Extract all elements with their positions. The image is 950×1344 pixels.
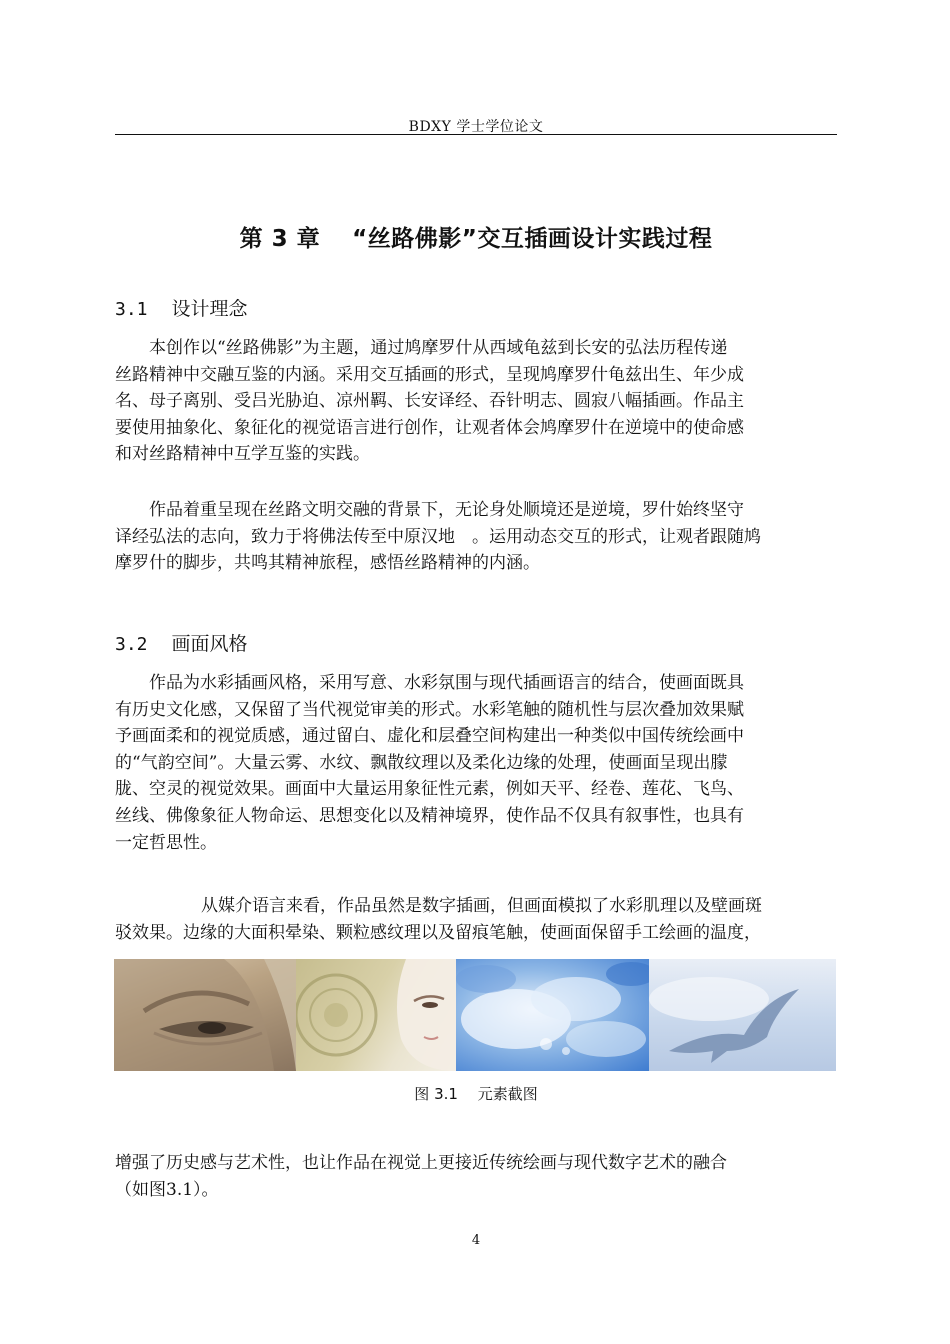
text-line: 胧、空灵的视觉效果。画面中大量运用象征性元素，例如天平、经卷、莲花、飞鸟、 — [115, 779, 744, 800]
section-heading-3-2 — [115, 629, 248, 656]
text-line: 一定哲思性。 — [115, 832, 217, 853]
ornament-and-bodhisattva-face-image — [296, 959, 456, 1071]
section-title: 设计理念 — [171, 298, 248, 320]
section-number: 3.1 — [115, 299, 148, 320]
paragraph — [115, 1150, 837, 1203]
blue-watercolor-clouds-art — [456, 959, 649, 1071]
ornament-and-bodhisattva-face-art — [296, 959, 456, 1071]
text-line: 译经弘法的志向，致力于将佛法传至中原汉地 。运用动态交互的形式，让观者跟随鸠 — [115, 526, 761, 547]
paragraph — [115, 335, 837, 468]
chapter-title: 第 3 章 “丝路佛影”交互插画设计实践过程 — [239, 226, 713, 252]
page-number: 4 — [471, 1233, 481, 1248]
text-line: 摩罗什的脚步，共鸣其精神旅程，感悟丝路精神的内涵。 — [115, 553, 540, 574]
text-line: 驳效果。边缘的大面积晕染、颗粒感纹理以及留痕笔触，使画面保留手工绘画的温度， — [115, 922, 761, 943]
figure-3-1 — [114, 959, 836, 1071]
text-line: 作品着重呈现在丝路文明交融的背景下，无论身处顺境还是逆境，罗什始终坚守 — [149, 500, 744, 520]
text-line: 本创作以“丝路佛影”为主题，通过鸠摩罗什从西域龟兹到长安的弘法历程传递 — [149, 338, 728, 358]
section-title: 画面风格 — [171, 633, 248, 655]
swallow-icon — [649, 959, 836, 1071]
text-line: 和对丝路精神中互学互鉴的实践。 — [115, 444, 370, 465]
blue-watercolor-clouds-image — [456, 959, 649, 1071]
text-line: 要使用抽象化、象征化的视觉语言进行创作，让观者体会鸠摩罗什在逆境中的使命感 — [115, 417, 744, 438]
buddha-face-fresco-image — [114, 959, 296, 1071]
text-line: 增强了历史感与艺术性，也让作品在视觉上更接近传统绘画与现代数字艺术的融合 — [115, 1153, 727, 1173]
buddha-face-fresco-art — [114, 959, 296, 1071]
paragraph — [115, 670, 837, 856]
paragraph — [115, 497, 837, 577]
text-line: 丝线、佛像象征人物命运、思想变化以及精神境界，使作品不仅具有叙事性，也具有 — [115, 805, 744, 826]
paragraph — [115, 893, 837, 946]
text-line: 予画面柔和的视觉质感，通过留白、虚化和层叠空间构建出一种类似中国传统绘画中 — [115, 726, 744, 747]
text-line: （如图3.1）。 — [115, 1179, 219, 1200]
text-line: 丝路精神中交融互鉴的内涵。采用交互插画的形式，呈现鸠摩罗什龟兹出生、年少成 — [115, 364, 744, 385]
section-heading-3-1 — [115, 294, 248, 321]
text-line: 从媒介语言来看，作品虽然是数字插画，但画面模拟了水彩肌理以及壁画斑 — [201, 896, 762, 916]
text-line: 作品为水彩插画风格，采用写意、水彩氛围与现代插画语言的结合，使画面既具 — [149, 673, 744, 693]
swallow-on-pale-blue-image — [649, 959, 836, 1071]
header-rule — [115, 134, 837, 135]
figure-caption: 图 3.1 元素截图 — [414, 1085, 538, 1103]
section-number: 3.2 — [115, 634, 148, 655]
text-line: 的“气韵空间”。大量云雾、水纹、飘散纹理以及柔化边缘的处理，使画面呈现出朦 — [115, 752, 728, 773]
running-header: BDXY 学士学位论文 — [408, 119, 544, 135]
text-line: 有历史文化感，又保留了当代视觉审美的形式。水彩笔触的随机性与层次叠加效果赋 — [115, 699, 744, 720]
text-line: 名、母子离别、受吕光胁迫、凉州羁、长安译经、吞针明志、圆寂八幅插画。作品主 — [115, 391, 744, 412]
